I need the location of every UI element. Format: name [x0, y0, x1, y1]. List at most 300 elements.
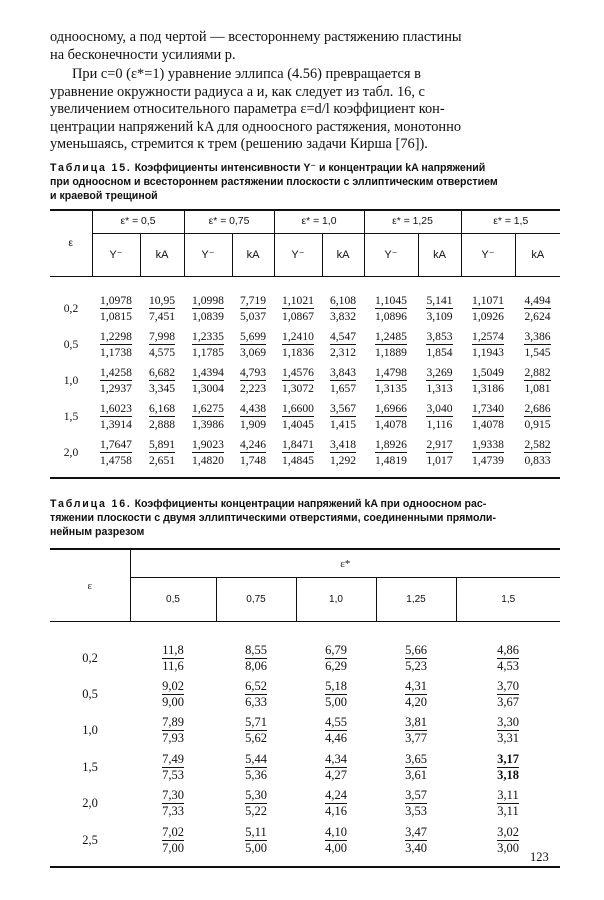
fraction-value: [100, 293, 132, 324]
sub-header-y: Y⁻: [92, 233, 140, 276]
denominator-value: 3,40: [405, 840, 427, 855]
numerator-value: 1,0998: [192, 294, 224, 307]
numerator-value: 4,55: [325, 715, 347, 730]
fraction-value: [375, 401, 407, 432]
sub-header-y: Y⁻: [184, 233, 232, 276]
fraction-value: [240, 329, 266, 360]
numerator-value: 1,6966: [375, 402, 407, 415]
fraction-value: [524, 401, 550, 432]
table-cell: [461, 363, 515, 399]
fraction-value: [100, 329, 132, 360]
denominator-value: 3,18: [497, 767, 519, 782]
fraction-value: [162, 788, 184, 819]
numerator-value: 3,70: [497, 679, 519, 694]
table-cell: [274, 399, 322, 435]
table-cell: [461, 327, 515, 363]
denominator-value: 3,11: [497, 804, 519, 819]
numerator-value: 1,4258: [100, 366, 132, 379]
table-16: [50, 548, 560, 868]
fraction-value: [472, 329, 504, 360]
numerator-value: 6,79: [325, 642, 347, 657]
denominator-value: 1,909: [239, 418, 267, 431]
table-cell: [274, 291, 322, 327]
denominator-value: 0,833: [524, 454, 551, 467]
text-line: увеличением относительного параметра ε=d/l коэффициент кон-: [50, 101, 445, 117]
fraction-value: [472, 437, 504, 468]
numerator-value: 1,2298: [100, 330, 132, 343]
numerator-value: 1,9338: [472, 438, 504, 451]
table-16-body: [50, 622, 560, 868]
col-group-header: ε* = 0,75: [184, 210, 274, 233]
fraction-value: [162, 679, 184, 710]
denominator-value: 1,415: [329, 418, 357, 431]
table-row: [50, 327, 560, 363]
numerator-value: 3,269: [426, 366, 453, 379]
table-cell: [376, 713, 456, 749]
col-group-header: ε* = 0,5: [92, 210, 184, 233]
table-16-label: Таблица 16.: [50, 498, 132, 510]
denominator-value: 1,1889: [375, 346, 407, 359]
denominator-value: 0,915: [524, 418, 551, 431]
table-cell: [216, 713, 296, 749]
denominator-value: 3,00: [497, 840, 519, 855]
numerator-value: 5,30: [245, 788, 267, 803]
numerator-value: 6,52: [245, 679, 267, 694]
table-cell: [322, 291, 364, 327]
numerator-value: 3,11: [497, 788, 519, 803]
denominator-value: 9,00: [162, 695, 184, 710]
denominator-value: 5,36: [245, 767, 267, 782]
paragraph-circle: [50, 66, 555, 154]
numerator-value: 1,9023: [192, 438, 224, 451]
numerator-value: 11,8: [162, 642, 184, 657]
denominator-value: 5,00: [325, 695, 347, 710]
caption-line: Коэффициенты интенсивности Y⁻ и концентрации kA напряжений: [134, 162, 486, 174]
fraction-value: [162, 825, 184, 856]
numerator-value: 1,2335: [192, 330, 224, 343]
paragraph-intro: [50, 29, 555, 64]
table-cell: [184, 435, 232, 471]
fraction-value: [524, 329, 550, 360]
denominator-value: 1,0867: [282, 310, 314, 323]
fraction-value: [240, 293, 266, 324]
numerator-value: 1,0978: [100, 294, 132, 307]
fraction-value: [245, 643, 267, 674]
denominator-value: 1,3986: [192, 418, 224, 431]
denominator-value: 1,081: [524, 382, 551, 395]
numerator-value: 1,6600: [282, 402, 314, 415]
table-cell: [232, 399, 274, 435]
denominator-value: 3,31: [497, 731, 519, 746]
numerator-value: 4,793: [239, 366, 267, 379]
numerator-value: 3,02: [497, 824, 519, 839]
table-cell: [515, 327, 560, 363]
table-cell: [92, 435, 140, 471]
page-number: 123: [530, 850, 549, 864]
denominator-value: 1,748: [239, 454, 267, 467]
table-row: [50, 786, 560, 822]
text-line: одноосному, а под чертой — всестороннему растяжению пластины: [50, 29, 462, 45]
sub-header-k: kA: [232, 233, 274, 276]
denominator-value: 3,109: [426, 310, 453, 323]
table-row: [50, 822, 560, 858]
numerator-value: 10,95: [148, 294, 176, 307]
table-cell: [376, 749, 456, 785]
denominator-value: 1,545: [524, 346, 551, 359]
denominator-value: 6,33: [245, 695, 267, 710]
row-header-eps: ε: [50, 210, 92, 276]
table-cell: [364, 435, 418, 471]
numerator-value: 2,882: [524, 366, 551, 379]
numerator-value: 2,686: [524, 402, 551, 415]
table-cell: [376, 640, 456, 676]
denominator-value: 1,1738: [100, 346, 132, 359]
col-group-header: ε* = 1,25: [364, 210, 461, 233]
caption-line: при одноосном и всестороннем растяжении плоскости с эллиптическим отверстием: [50, 176, 498, 188]
numerator-value: 4,24: [325, 788, 347, 803]
column-header: 1,25: [376, 578, 456, 622]
table-15-label: Таблица 15.: [50, 162, 132, 174]
fraction-value: [282, 293, 314, 324]
numerator-value: 5,11: [245, 824, 267, 839]
row-eps-value: 1,0: [82, 723, 98, 738]
numerator-value: 4,438: [239, 402, 267, 415]
table-cell: [296, 749, 376, 785]
fraction-value: [325, 643, 347, 674]
numerator-value: 7,998: [148, 330, 176, 343]
denominator-value: 4,20: [405, 695, 427, 710]
denominator-value: 8,06: [245, 658, 267, 673]
table-cell: [130, 822, 216, 858]
denominator-value: 1,3135: [375, 382, 407, 395]
fraction-value: [472, 293, 504, 324]
row-header-eps: ε: [50, 549, 130, 622]
numerator-value: 5,699: [239, 330, 267, 343]
fraction-value: [375, 437, 407, 468]
denominator-value: 1,4845: [282, 454, 314, 467]
denominator-value: 4,53: [497, 658, 519, 673]
fraction-value: [282, 365, 314, 396]
fraction-value: [405, 788, 427, 819]
text-line: уменьшаясь, стремится к трем (решению задачи Кирша [76]).: [50, 136, 428, 152]
caption-line: и краевой трещиной: [50, 190, 158, 202]
table-row: [50, 435, 560, 471]
table-cell: [184, 363, 232, 399]
table-cell: [456, 640, 560, 676]
sub-header-k: kA: [140, 233, 184, 276]
table-cell: [92, 363, 140, 399]
row-eps-value: 0,2: [63, 302, 79, 315]
column-header: 0,75: [216, 578, 296, 622]
numerator-value: 4,86: [497, 642, 519, 657]
numerator-value: 2,917: [426, 438, 453, 451]
caption-line: тяжении плоскости с двумя эллиптическими отверстиями, соединенными прямоли-: [50, 512, 496, 524]
table-cell: [364, 327, 418, 363]
denominator-value: 5,62: [245, 731, 267, 746]
fraction-value: [330, 437, 356, 468]
table-cell: [456, 786, 560, 822]
table-cell: [232, 435, 274, 471]
table-cell: [418, 435, 461, 471]
fraction-value: [100, 401, 132, 432]
caption-line: нейным разрезом: [50, 526, 145, 538]
row-eps-value: 2,0: [63, 446, 79, 459]
denominator-value: 4,00: [325, 840, 347, 855]
row-eps-value: 2,0: [82, 796, 98, 811]
table-cell: [296, 640, 376, 676]
fraction-value: [524, 365, 550, 396]
fraction-value: [524, 293, 550, 324]
fraction-value: [149, 437, 175, 468]
table-cell: [216, 786, 296, 822]
table-row: [50, 363, 560, 399]
table-cell: [92, 399, 140, 435]
fraction-value: [192, 401, 224, 432]
numerator-value: 6,168: [148, 402, 176, 415]
denominator-value: 7,451: [148, 310, 176, 323]
denominator-value: 1,4078: [375, 418, 407, 431]
table-cell: [92, 291, 140, 327]
table-row: [50, 291, 560, 327]
row-eps-value: 1,5: [63, 410, 79, 423]
denominator-value: 5,00: [245, 840, 267, 855]
fraction-value: [426, 365, 452, 396]
table-cell: [461, 291, 515, 327]
numerator-value: 1,8471: [282, 438, 314, 451]
table-cell: [130, 640, 216, 676]
table-cell: [364, 399, 418, 435]
fraction-value: [405, 825, 427, 856]
column-header: 1,5: [456, 578, 560, 622]
sub-header-y: Y⁻: [274, 233, 322, 276]
numerator-value: 1,2574: [472, 330, 504, 343]
table-cell: [130, 676, 216, 712]
denominator-value: 1,854: [426, 346, 453, 359]
table-cell: [456, 676, 560, 712]
fraction-value: [375, 365, 407, 396]
table-15-caption: [50, 161, 558, 203]
fraction-value: [240, 401, 266, 432]
table-row: [50, 640, 560, 676]
column-header: 0,5: [130, 578, 216, 622]
numerator-value: 4,10: [325, 824, 347, 839]
numerator-value: 7,719: [239, 294, 267, 307]
table-15: [50, 209, 560, 479]
fraction-value: [497, 825, 519, 856]
denominator-value: 4,16: [325, 804, 347, 819]
denominator-value: 1,292: [329, 454, 357, 467]
denominator-value: 1,3072: [282, 382, 314, 395]
row-eps-value: 2,5: [82, 832, 98, 847]
table-cell: [216, 676, 296, 712]
denominator-value: 1,3914: [100, 418, 132, 431]
fraction-value: [472, 365, 504, 396]
table-cell: [376, 786, 456, 822]
fraction-value: [245, 679, 267, 710]
table-row: [50, 399, 560, 435]
numerator-value: 2,582: [524, 438, 551, 451]
denominator-value: 1,0926: [472, 310, 504, 323]
fraction-value: [162, 752, 184, 783]
table-row: [50, 713, 560, 749]
sub-header-k: kA: [515, 233, 560, 276]
fraction-value: [375, 329, 407, 360]
fraction-value: [149, 401, 175, 432]
table-cell: [296, 713, 376, 749]
denominator-value: 7,00: [162, 840, 184, 855]
numerator-value: 7,30: [162, 788, 184, 803]
text-line: уравнение окружности радиуса a и, как следует из табл. 16, с: [50, 83, 425, 100]
fraction-value: [240, 437, 266, 468]
fraction-value: [330, 293, 356, 324]
numerator-value: 1,2410: [282, 330, 314, 343]
table-row: [50, 676, 560, 712]
table-cell: [296, 786, 376, 822]
denominator-value: 1,1836: [282, 346, 314, 359]
denominator-value: 1,4758: [100, 454, 132, 467]
numerator-value: 6,682: [148, 366, 176, 379]
numerator-value: 7,02: [162, 824, 184, 839]
fraction-value: [325, 825, 347, 856]
table-cell: [376, 676, 456, 712]
numerator-value: 6,108: [329, 294, 357, 307]
fraction-value: [497, 715, 519, 746]
table-cell: [130, 786, 216, 822]
table-cell: [322, 363, 364, 399]
fraction-value: [192, 329, 224, 360]
table-cell: [140, 399, 184, 435]
table-cell: [418, 363, 461, 399]
table-cell: [184, 291, 232, 327]
numerator-value: 4,34: [325, 751, 347, 766]
table-cell: [140, 435, 184, 471]
row-eps-value: 0,2: [82, 650, 98, 665]
fraction-value: [149, 329, 175, 360]
table-cell: [274, 363, 322, 399]
denominator-value: 1,2937: [100, 382, 132, 395]
numerator-value: 4,31: [405, 679, 427, 694]
fraction-value: [325, 679, 347, 710]
table-cell: [376, 822, 456, 858]
denominator-value: 5,22: [245, 804, 267, 819]
numerator-value: 1,1045: [375, 294, 407, 307]
denominator-value: 1,0815: [100, 310, 132, 323]
sub-header-k: kA: [322, 233, 364, 276]
table-cell: [274, 327, 322, 363]
text-line: При c=0 (ε*=1) уравнение эллипса (4.56) превращается в: [72, 66, 421, 82]
denominator-value: 2,651: [148, 454, 176, 467]
text-line: на бесконечности усилиями p.: [50, 46, 236, 63]
numerator-value: 1,1071: [472, 294, 504, 307]
fraction-value: [325, 788, 347, 819]
table-cell: [130, 749, 216, 785]
sub-header-y: Y⁻: [461, 233, 515, 276]
table-cell: [456, 713, 560, 749]
denominator-value: 6,29: [325, 658, 347, 673]
numerator-value: 5,44: [245, 751, 267, 766]
fraction-value: [192, 293, 224, 324]
fraction-value: [149, 365, 175, 396]
table-cell: [296, 822, 376, 858]
denominator-value: 1,313: [426, 382, 453, 395]
fraction-value: [325, 715, 347, 746]
table-cell: [515, 399, 560, 435]
numerator-value: 3,65: [405, 751, 427, 766]
table-cell: [216, 749, 296, 785]
fraction-value: [405, 715, 427, 746]
numerator-value: 3,853: [426, 330, 453, 343]
table-cell: [184, 399, 232, 435]
numerator-value: 1,7647: [100, 438, 132, 451]
denominator-value: 1,1943: [472, 346, 504, 359]
fraction-value: [405, 752, 427, 783]
fraction-value: [282, 329, 314, 360]
denominator-value: 3,832: [329, 310, 357, 323]
table-cell: [418, 291, 461, 327]
denominator-value: 1,4819: [375, 454, 407, 467]
fraction-value: [245, 752, 267, 783]
denominator-value: 2,223: [239, 382, 267, 395]
table-cell: [322, 399, 364, 435]
fraction-value: [375, 293, 407, 324]
numerator-value: 4,246: [239, 438, 267, 451]
denominator-value: 3,069: [239, 346, 267, 359]
denominator-value: 1,0839: [192, 310, 224, 323]
denominator-value: 3,61: [405, 767, 427, 782]
table-cell: [232, 327, 274, 363]
row-eps-value: 0,5: [82, 687, 98, 702]
fraction-value: [282, 401, 314, 432]
fraction-value: [330, 329, 356, 360]
fraction-value: [472, 401, 504, 432]
fraction-value: [497, 788, 518, 819]
table-row: [50, 749, 560, 785]
denominator-value: 3,67: [497, 695, 519, 710]
numerator-value: 5,891: [148, 438, 176, 451]
numerator-value: 1,2485: [375, 330, 407, 343]
fraction-value: [426, 293, 452, 324]
table-cell: [322, 435, 364, 471]
fraction-value: [524, 437, 550, 468]
fraction-value: [245, 825, 267, 856]
numerator-value: 5,141: [426, 294, 453, 307]
table-cell: [515, 435, 560, 471]
denominator-value: 1,657: [329, 382, 357, 395]
fraction-value: [162, 643, 183, 674]
denominator-value: 7,93: [162, 731, 184, 746]
numerator-value: 1,4798: [375, 366, 407, 379]
fraction-value: [426, 329, 452, 360]
fraction-value: [162, 715, 184, 746]
table-cell: [216, 822, 296, 858]
fraction-value: [497, 679, 519, 710]
numerator-value: 1,5049: [472, 366, 504, 379]
table-cell: [274, 435, 322, 471]
numerator-value: 7,49: [162, 751, 184, 766]
col-group-header: ε* = 1,5: [461, 210, 560, 233]
fraction-value: [426, 437, 452, 468]
numerator-value: 3,040: [426, 402, 453, 415]
numerator-value: 1,8926: [375, 438, 407, 451]
denominator-value: 2,312: [329, 346, 357, 359]
denominator-value: 5,037: [239, 310, 267, 323]
denominator-value: 3,53: [405, 804, 427, 819]
table-15-body: [50, 276, 560, 478]
table-cell: [461, 435, 515, 471]
numerator-value: 8,55: [245, 642, 267, 657]
fraction-value: [192, 437, 224, 468]
table-cell: [140, 363, 184, 399]
